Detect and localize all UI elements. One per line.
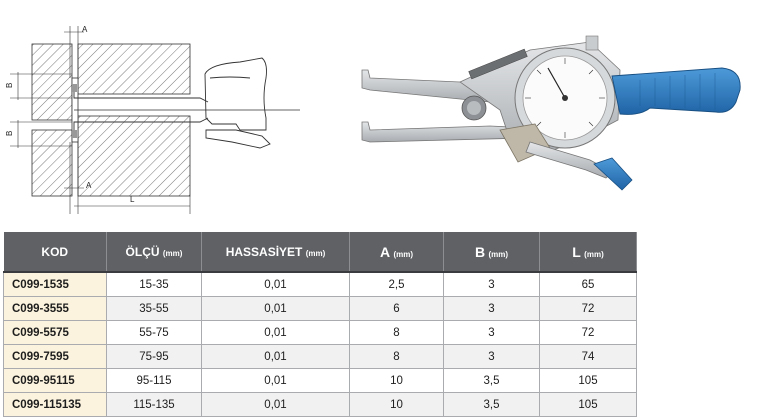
cell-l: 72 — [540, 297, 637, 321]
header-olcu: ÖLÇÜ (mm) — [107, 232, 202, 272]
cell-kod: C099-7595 — [4, 345, 107, 369]
cell-a: 6 — [350, 297, 444, 321]
cell-kod: C099-95115 — [4, 369, 107, 393]
header-kod: KOD — [4, 232, 107, 272]
table-row — [4, 393, 637, 417]
cell-l: 105 — [540, 369, 637, 393]
cell-kod: C099-5575 — [4, 321, 107, 345]
cell-olcu: 35-55 — [107, 297, 202, 321]
cell-a: 2,5 — [350, 272, 444, 297]
cell-kod: C099-3555 — [4, 297, 107, 321]
cell-l: 72 — [540, 321, 637, 345]
dimension-b-top: B — [5, 82, 14, 88]
cell-kod: C099-115135 — [4, 393, 107, 417]
table-row — [4, 272, 637, 297]
dimension-b-bottom: B — [5, 130, 14, 136]
blue-handle — [612, 68, 740, 114]
workpiece-upper — [32, 44, 190, 120]
cell-hassasiyet: 0,01 — [202, 369, 350, 393]
cell-a: 8 — [350, 321, 444, 345]
cell-b: 3 — [444, 272, 540, 297]
cell-olcu: 75-95 — [107, 345, 202, 369]
cell-b: 3 — [444, 321, 540, 345]
spec-table — [3, 232, 637, 417]
cell-hassasiyet: 0,01 — [202, 321, 350, 345]
cell-l: 74 — [540, 345, 637, 369]
cell-olcu: 95-115 — [107, 369, 202, 393]
dimension-a-bottom: A — [86, 181, 92, 190]
table-row — [4, 297, 637, 321]
workpiece-lower — [32, 116, 190, 196]
cell-l: 105 — [540, 393, 637, 417]
dimension-a-top: A — [82, 25, 88, 34]
cell-a: 10 — [350, 393, 444, 417]
cell-hassasiyet: 0,01 — [202, 297, 350, 321]
table-row — [4, 369, 637, 393]
cell-b: 3 — [444, 297, 540, 321]
dimension-l: L — [130, 195, 135, 204]
cell-a: 10 — [350, 369, 444, 393]
cell-olcu: 55-75 — [107, 321, 202, 345]
table-header-row — [4, 232, 637, 272]
cell-olcu: 15-35 — [107, 272, 202, 297]
header-l: L (mm) — [540, 232, 637, 272]
caliper-gauge-illustration — [350, 30, 750, 205]
technical-drawing — [0, 18, 300, 218]
cell-a: 8 — [350, 345, 444, 369]
cell-olcu: 115-135 — [107, 393, 202, 417]
cell-l: 65 — [540, 272, 637, 297]
cell-b: 3,5 — [444, 369, 540, 393]
cell-b: 3,5 — [444, 393, 540, 417]
gauge-outline — [205, 58, 270, 148]
cell-kod: C099-1535 — [4, 272, 107, 297]
cell-hassasiyet: 0,01 — [202, 393, 350, 417]
table-row — [4, 321, 637, 345]
cell-b: 3 — [444, 345, 540, 369]
cell-hassasiyet: 0,01 — [202, 345, 350, 369]
header-hassasiyet: HASSASİYET (mm) — [202, 232, 350, 272]
cell-hassasiyet: 0,01 — [202, 272, 350, 297]
header-a: A (mm) — [350, 232, 444, 272]
table-row — [4, 345, 637, 369]
header-b: B (mm) — [444, 232, 540, 272]
